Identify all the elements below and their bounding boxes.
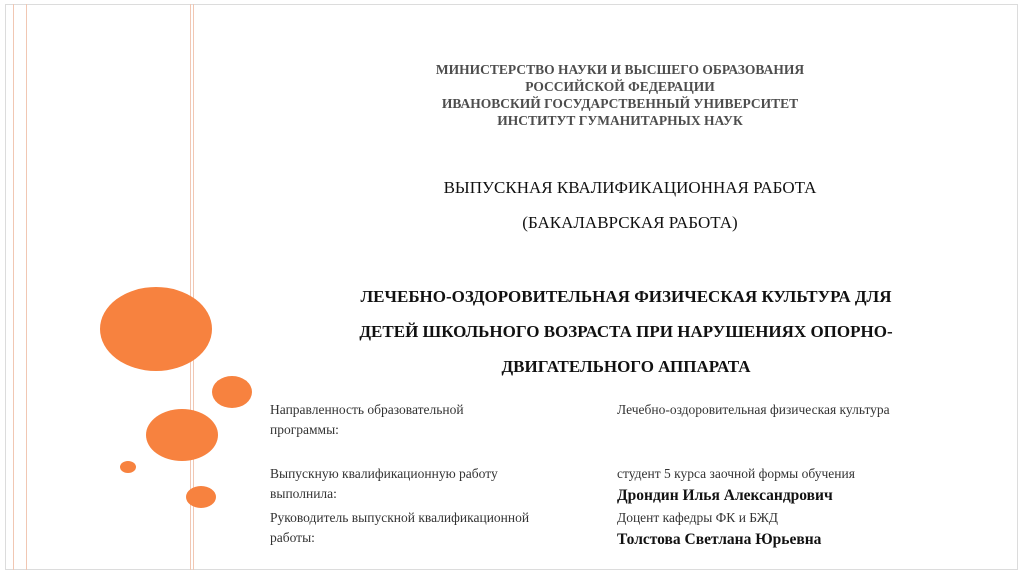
decorative-line — [13, 4, 14, 570]
decorative-line — [26, 4, 27, 570]
program-value: Лечебно-оздоровительная физическая культура — [617, 402, 890, 417]
ministry-line: МИНИСТЕРСТВО НАУКИ И ВЫСШЕГО ОБРАЗОВАНИЯ — [435, 62, 805, 77]
decorative-line — [193, 4, 194, 570]
thesis-topic — [296, 279, 956, 384]
university-line: ИВАНОВСКИЙ ГОСУДАРСТВЕННЫЙ УНИВЕРСИТЕТ — [441, 96, 799, 111]
program-label-cont: программы: — [270, 422, 339, 437]
topic-line: ДЕТЕЙ ШКОЛЬНОГО ВОЗРАСТА ПРИ НАРУШЕНИЯХ ОПОРНО- — [359, 322, 893, 341]
author-name: Дрондин Илья Александрович — [617, 487, 833, 504]
topic-line: ДВИГАТЕЛЬНОГО АППАРАТА — [501, 357, 751, 376]
author-status: студент 5 курса заочной формы обучения — [617, 466, 855, 481]
decorative-line — [190, 4, 191, 570]
supervisor-position: Доцент кафедры ФК и БЖД — [617, 510, 779, 525]
topic-line: ЛЕЧЕБНО-ОЗДОРОВИТЕЛЬНАЯ ФИЗИЧЕСКАЯ КУЛЬТУРА ДЛЯ — [360, 287, 892, 306]
supervisor-name: Толстова Светлана Юрьевна — [617, 531, 822, 548]
decorative-circle — [146, 409, 218, 461]
decorative-circle-large — [100, 287, 212, 371]
institution-header — [380, 61, 860, 129]
supervisor-label: Руководитель выпускной квалификационной — [270, 510, 530, 525]
federation-line: РОССИЙСКОЙ ФЕДЕРАЦИИ — [525, 79, 715, 94]
thesis-type — [360, 178, 900, 233]
decorative-circle — [212, 376, 252, 408]
author-label: Выпускную квалификационную работу — [270, 466, 498, 481]
program-label: Направленность образовательной — [270, 402, 464, 417]
institute-line: ИНСТИТУТ ГУМАНИТАРНЫХ НАУК — [497, 113, 743, 128]
decorative-circle-small — [120, 461, 136, 473]
thesis-subtype-line: (БАКАЛАВРСКАЯ РАБОТА) — [522, 213, 738, 232]
thesis-type-line: ВЫПУСКНАЯ КВАЛИФИКАЦИОННАЯ РАБОТА — [443, 178, 817, 197]
supervisor-label-cont: работы: — [270, 530, 315, 545]
decorative-circle — [186, 486, 216, 508]
author-label-cont: выполнила: — [270, 486, 337, 501]
